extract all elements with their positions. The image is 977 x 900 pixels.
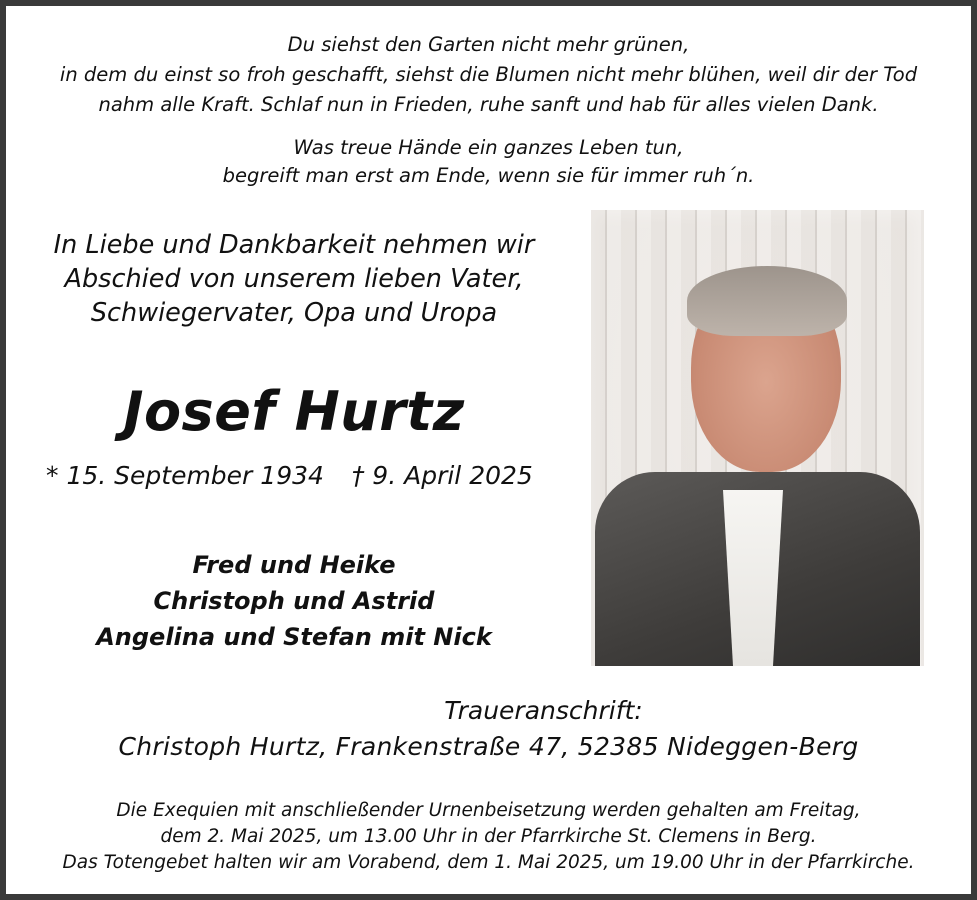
poem-line: in dem du einst so froh geschafft, siehst die Blumen nicht mehr blühen, weil dir der Tod [59,63,918,86]
death-date: † 9. April 2025 [351,461,533,490]
intro-line: Schwiegervater, Opa und Uropa [90,298,498,328]
farewell-intro [34,228,554,330]
mourner-line: Christoph und Astrid [153,587,435,615]
intro-line: In Liebe und Dankbarkeit nehmen wir [53,230,535,260]
mourners-list [34,547,554,655]
deceased-name: Josef Hurtz [123,380,465,443]
service-line: Das Totengebet halten wir am Vorabend, dem 1. Mai 2025, um 19.00 Uhr in der Pfarrkirche. [62,852,915,873]
poem-line: Du siehst den Garten nicht mehr grünen, [287,33,690,56]
poem-stanza-2 [6,134,971,190]
service-line: dem 2. Mai 2025, um 13.00 Uhr in der Pfarrkirche St. Clemens in Berg. [160,826,817,847]
intro-line: Abschied von unserem lieben Vater, [64,264,524,294]
address-label: Traueranschrift: [444,696,643,725]
mourner-line: Angelina und Stefan mit Nick [96,623,492,651]
mourning-address: Christoph Hurtz, Frankenstraße 47, 52385 Nideggen-Berg [118,732,859,761]
mourner-line: Fred und Heike [192,551,396,579]
birth-date: * 15. September 1934 [46,461,324,490]
photo-hair [687,266,847,336]
portrait-photo [591,210,924,666]
service-line: Die Exequien mit anschließender Urnenbeisetzung werden gehalten am Freitag, [116,800,861,821]
poem-line: nahm alle Kraft. Schlaf nun in Frieden, ruhe sanft und hab für alles vielen Dank. [98,93,879,116]
life-dates [46,461,566,490]
poem-line: begreift man erst am Ende, wenn sie für immer ruh´n. [222,164,755,187]
poem-line: Was treue Hände ein ganzes Leben tun, [293,136,684,159]
service-details [6,798,971,876]
poem-stanza-1 [6,30,971,120]
